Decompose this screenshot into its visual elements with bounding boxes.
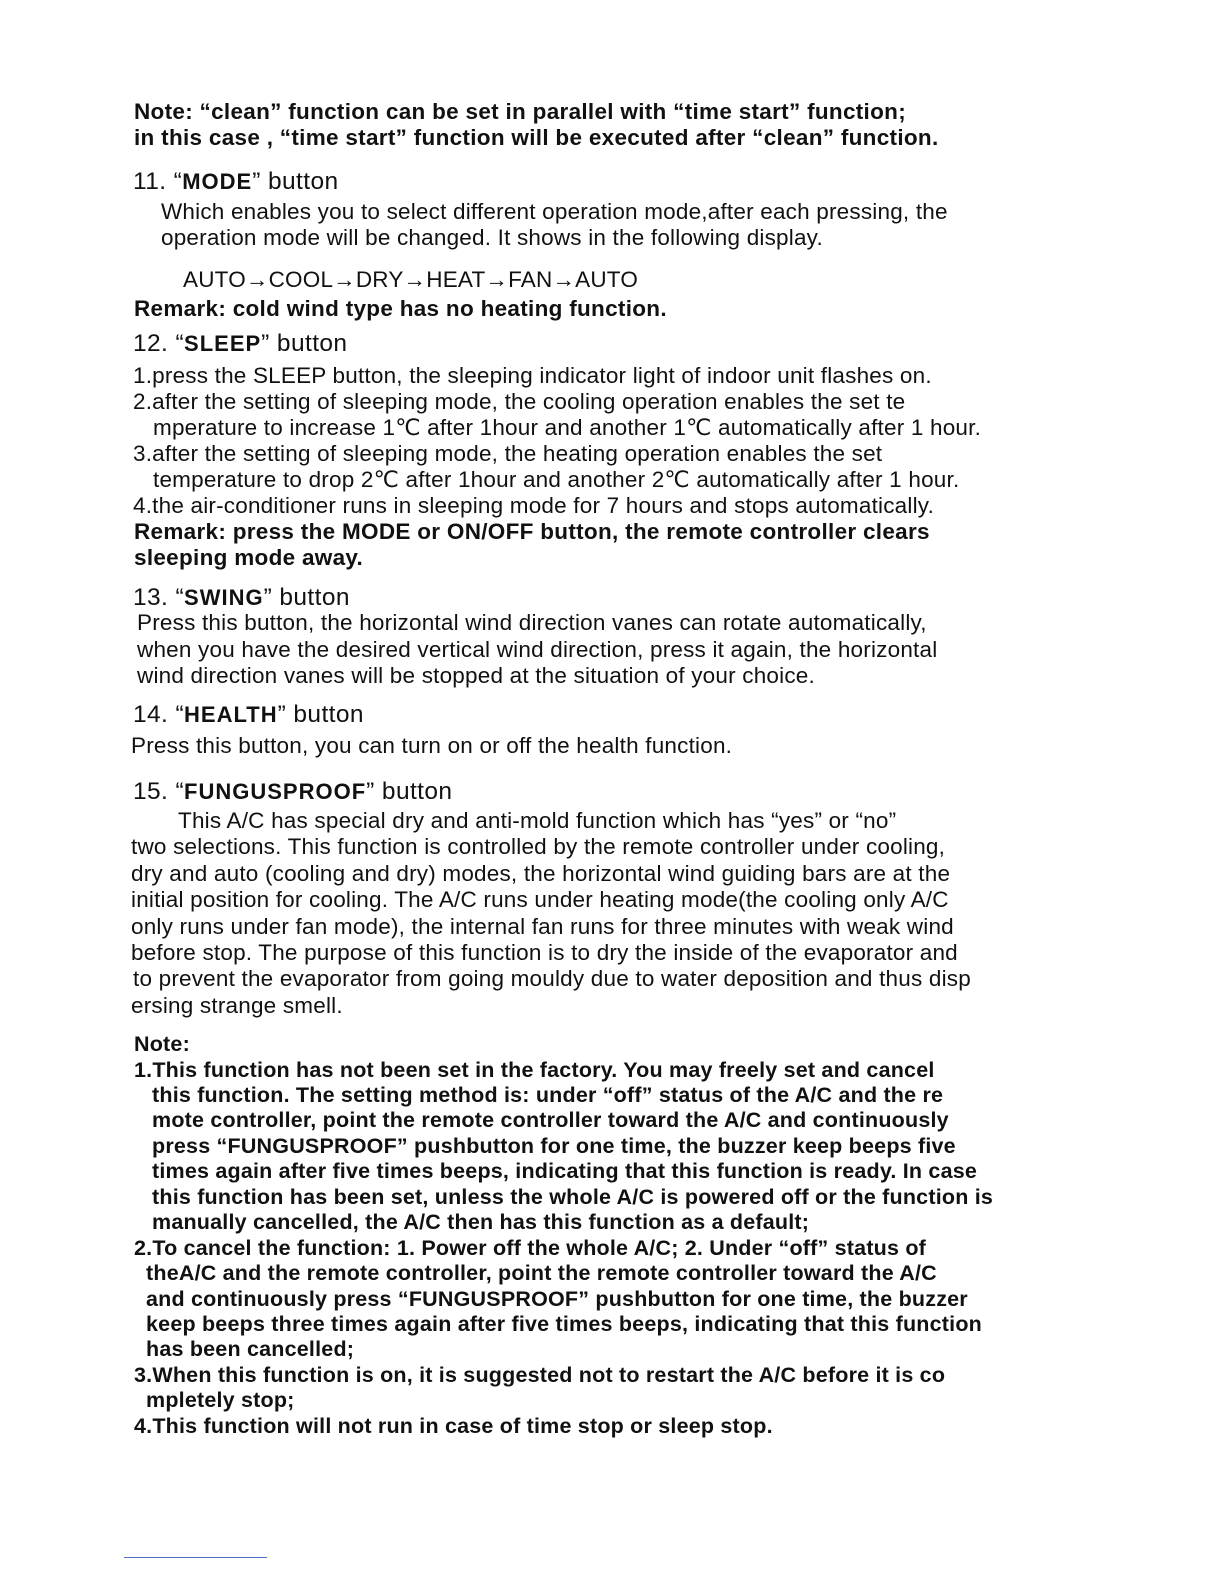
health-heading (133, 703, 364, 728)
health-name: HEALTH (184, 702, 278, 727)
fungusproof-line-8: ersing strange smell. (131, 993, 343, 1018)
swing-line-1: Press this button, the horizontal wind direction vanes can rotate automatically, (137, 610, 927, 635)
fungusproof-name: FUNGUSPROOF (184, 779, 367, 804)
swing-heading (133, 586, 350, 611)
health-number: 14. “ (133, 701, 185, 728)
sleep-remark-line-1: Remark: press the MODE or ON/OFF button, the remote controller clears (134, 519, 930, 544)
note-line-13: 3.When this function is on, it is suggested not to restart the A/C before it is co (134, 1363, 946, 1387)
top-note-line-1: Note: “clean” function can be set in parallel with “time start” function; (134, 99, 906, 124)
mode-number: 11. “ (133, 168, 183, 195)
note-line-3: mote controller, point the remote controller toward the A/C and continuously (152, 1108, 949, 1132)
sleep-number: 12. “ (133, 330, 185, 357)
fungusproof-heading (133, 780, 452, 805)
sleep-line-3: mperature to increase 1℃ after 1hour and another 1℃ automatically after 1 hour. (153, 415, 982, 440)
fungusproof-line-3: dry and auto (cooling and dry) modes, the horizontal wind guiding bars are at the (131, 861, 951, 886)
sleep-line-6: 4.the air-conditioner runs in sleeping mode for 7 hours and stops automatically. (133, 493, 935, 518)
mode-heading (133, 170, 339, 195)
fungusproof-line-5: only runs under fan mode), the internal fan runs for three minutes with weak wind (131, 914, 954, 939)
note-line-8: 2.To cancel the function: 1. Power off the whole A/C; 2. Under “off” status of (134, 1236, 927, 1260)
fungusproof-line-7: to prevent the evaporator from going mouldy due to water deposition and thus disp (133, 966, 971, 991)
fungusproof-line-6: before stop. The purpose of this function is to dry the inside of the evaporator and (131, 940, 958, 965)
note-line-6: this function has been set, unless the whole A/C is powered off or the function is (152, 1185, 994, 1209)
fungusproof-number: 15. “ (133, 778, 185, 805)
note-line-12: has been cancelled; (146, 1337, 355, 1361)
sleep-suffix: ” button (261, 330, 348, 357)
fungusproof-line-4: initial position for cooling. The A/C runs under heating mode(the cooling only A/C (131, 887, 949, 912)
mode-text-line-2: operation mode will be changed. It shows in the following display. (161, 225, 823, 250)
note-line-4: press “FUNGUSPROOF” pushbutton for one time, the buzzer keep beeps five (152, 1134, 956, 1158)
sleep-line-1: 1.press the SLEEP button, the sleeping indicator light of indoor unit flashes on. (133, 363, 932, 388)
health-suffix: ” button (277, 701, 364, 728)
note-line-11: keep beeps three times again after five times beeps, indicating that this function (146, 1312, 982, 1336)
fungusproof-line-1: This A/C has special dry and anti-mold function which has “yes” or “no” (178, 808, 897, 833)
mode-remark: Remark: cold wind type has no heating function. (134, 296, 667, 321)
note-line-10: and continuously press “FUNGUSPROOF” pushbutton for one time, the buzzer (146, 1287, 968, 1311)
mode-text-line-1: Which enables you to select different operation mode,after each pressing, the (161, 199, 948, 224)
swing-name: SWING (184, 585, 264, 610)
footer-rule (124, 1557, 267, 1558)
sleep-name: SLEEP (184, 331, 262, 356)
mode-suffix: ” button (252, 168, 339, 195)
sleep-line-5: temperature to drop 2℃ after 1hour and another 2℃ automatically after 1 hour. (153, 467, 960, 492)
note-line-5: times again after five times beeps, indicating that this function is ready. In case (152, 1159, 978, 1183)
health-line-1: Press this button, you can turn on or off the health function. (131, 733, 733, 758)
mode-sequence: AUTO→COOL→DRY→HEAT→FAN→AUTO (183, 267, 639, 292)
top-note-line-2: in this case , “time start” function will be executed after “clean” function. (134, 125, 939, 150)
swing-number: 13. “ (133, 584, 185, 611)
sleep-line-2: 2.after the setting of sleeping mode, the cooling operation enables the set te (133, 389, 906, 414)
swing-line-2: when you have the desired vertical wind direction, press it again, the horizontal (137, 637, 938, 662)
note-line-1: 1.This function has not been set in the factory. You may freely set and cancel (134, 1058, 935, 1082)
note-line-7: manually cancelled, the A/C then has this function as a default; (152, 1210, 810, 1234)
notes-title: Note: (134, 1032, 190, 1056)
fungusproof-line-2: two selections. This function is controlled by the remote controller under cooling, (131, 834, 946, 859)
swing-line-3: wind direction vanes will be stopped at the situation of your choice. (137, 663, 815, 688)
sleep-heading (133, 332, 347, 357)
swing-suffix: ” button (263, 584, 350, 611)
note-line-14: mpletely stop; (146, 1388, 295, 1412)
note-line-9: theA/C and the remote controller, point the remote controller toward the A/C (146, 1261, 937, 1285)
note-line-15: 4.This function will not run in case of time stop or sleep stop. (134, 1414, 773, 1438)
mode-name: MODE (182, 169, 253, 194)
sleep-remark-line-2: sleeping mode away. (134, 545, 364, 570)
note-line-2: this function. The setting method is: under “off” status of the A/C and the re (152, 1083, 944, 1107)
fungusproof-suffix: ” button (366, 778, 453, 805)
sleep-line-4: 3.after the setting of sleeping mode, the heating operation enables the set (133, 441, 883, 466)
